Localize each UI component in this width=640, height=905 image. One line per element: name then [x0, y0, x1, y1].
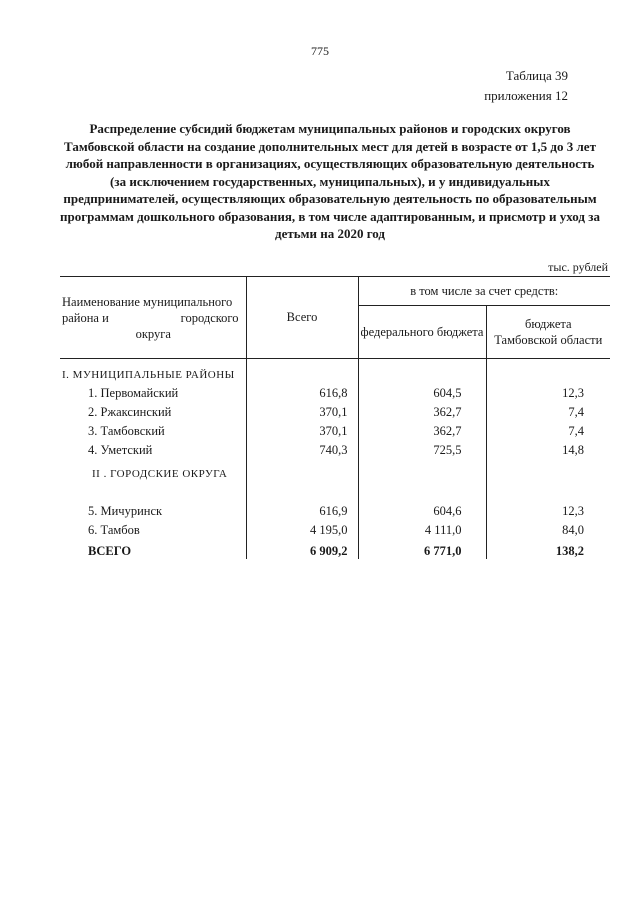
- table-reference: [484, 66, 568, 106]
- municipality-name: 2. Ржаксинский: [60, 403, 246, 422]
- total-value: 740,3: [246, 441, 358, 460]
- section-label: I. МУНИЦИПАЛЬНЫЕ РАЙОНЫ: [60, 359, 246, 385]
- empty-cell: [358, 483, 486, 502]
- header-municipality-line2b: городского: [180, 310, 239, 325]
- federal-value: 362,7: [358, 422, 486, 441]
- header-regional-line1: бюджета: [524, 317, 572, 331]
- municipality-name: 1. Первомайский: [60, 384, 246, 403]
- table-row: [60, 403, 610, 422]
- table-body: [60, 359, 610, 560]
- total-value: 4 195,0: [246, 521, 358, 540]
- page-number: 775: [311, 44, 329, 58]
- appendix-reference: приложения 12: [484, 88, 568, 103]
- grand-total-row: [60, 540, 610, 559]
- empty-cell: [60, 483, 246, 502]
- header-municipality-line3: округа: [135, 326, 171, 341]
- section-row: [60, 359, 610, 385]
- regional-value: 7,4: [568, 424, 585, 438]
- municipality-name: 4. Уметский: [60, 441, 246, 460]
- empty-cell: [486, 359, 610, 385]
- header-total: Всего: [246, 277, 358, 359]
- total-value: 616,9: [246, 502, 358, 521]
- grand-total-label: ВСЕГО: [60, 540, 246, 559]
- total-value: 616,8: [246, 384, 358, 403]
- grand-total-federal: 6 771,0: [358, 540, 486, 559]
- regional-value: 14,8: [562, 443, 585, 457]
- regional-value: 12,3: [562, 386, 585, 400]
- document-title: Распределение субсидий бюджетам муниципальных районов и городских округов Тамбовской области на создание дополнительных мест для детей в возрасте от 1,5 до 3 лет любой направленности в организациях, осуществляющих образовательную деятельность (за исключением государственных, муниципальных), и у индивидуальных предпринимателей, осуществляющих образовательную деятельность по образовательным программам дошкольного образования, в том числе адаптированным, и присмотр и уход за детьми на 2020 год: [60, 121, 600, 241]
- header-municipality-line1: Наименование муниципального: [62, 294, 233, 309]
- municipality-name: 6. Тамбов: [60, 521, 246, 540]
- regional-value: 84,0: [562, 523, 585, 537]
- total-value: 370,1: [246, 422, 358, 441]
- grand-total-regional: 138,2: [555, 544, 585, 558]
- regional-value: 12,3: [562, 504, 585, 518]
- subsidy-table: [60, 276, 610, 559]
- header-regional-budget: [486, 306, 610, 359]
- table-row: [60, 441, 610, 460]
- header-municipality-line2a: района и: [62, 310, 109, 325]
- municipality-name: 5. Мичуринск: [60, 502, 246, 521]
- table-row: [60, 422, 610, 441]
- municipality-name: 3. Тамбовский: [60, 422, 246, 441]
- header-regional-line2: Тамбовской области: [494, 333, 603, 347]
- header-federal-budget: федерального бюджета: [358, 306, 486, 359]
- header-funding-sources: в том числе за счет средств:: [358, 277, 610, 306]
- table-row: [60, 384, 610, 403]
- table-header: [60, 277, 610, 359]
- federal-value: 604,6: [358, 502, 486, 521]
- table-row: [60, 502, 610, 521]
- header-municipality: [60, 277, 246, 359]
- empty-cell: [246, 483, 358, 502]
- spacer-row: [60, 483, 610, 502]
- empty-cell: [358, 460, 486, 483]
- section-row: [60, 460, 610, 483]
- empty-cell: [358, 359, 486, 385]
- table-number: Таблица 39: [505, 68, 568, 83]
- federal-value: 362,7: [358, 403, 486, 422]
- section-label: II . ГОРОДСКИЕ ОКРУГА: [60, 460, 246, 483]
- federal-value: 725,5: [358, 441, 486, 460]
- regional-value: 7,4: [568, 405, 585, 419]
- grand-total-value: 6 909,2: [246, 540, 358, 559]
- empty-cell: [486, 460, 610, 483]
- total-value: 370,1: [246, 403, 358, 422]
- header-municipality-line2: [62, 310, 245, 326]
- federal-value: 4 111,0: [358, 521, 486, 540]
- empty-cell: [246, 359, 358, 385]
- empty-cell: [486, 483, 610, 502]
- table-row: [60, 521, 610, 540]
- federal-value: 604,5: [358, 384, 486, 403]
- units-label: тыс. рублей: [548, 260, 608, 274]
- empty-cell: [246, 460, 358, 483]
